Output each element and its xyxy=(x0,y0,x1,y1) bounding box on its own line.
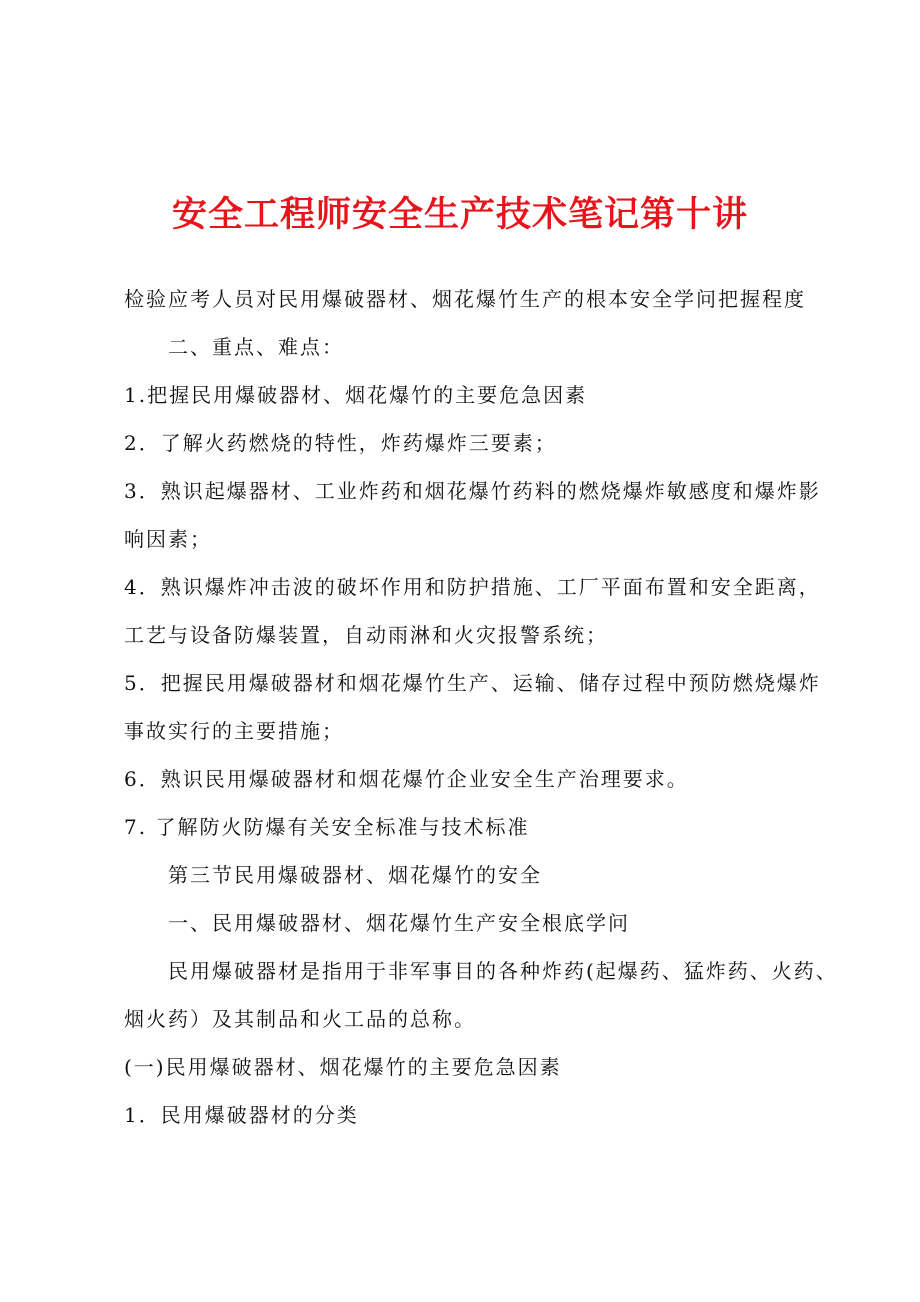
text-line-item-1: 1.把握民用爆破器材、烟花爆竹的主要危急因素 xyxy=(124,383,588,407)
text-line-item-4: 4．熟识爆炸冲击波的破坏作用和防护措施、工厂平面布置和安全距离， xyxy=(124,575,821,599)
text-line-heading-key-points: 二、重点、难点： xyxy=(168,335,344,359)
text-line-subsection-1: 一、民用爆破器材、烟花爆竹生产安全根底学问 xyxy=(168,911,630,935)
text-line-item-2: 2．了解火药燃烧的特性，炸药爆炸三要素； xyxy=(124,431,557,455)
text-line-item-3: 3．熟识起爆器材、工业炸药和烟花爆竹药料的燃烧爆炸敏感度和爆炸影 xyxy=(124,479,821,503)
text-line-definition: 民用爆破器材是指用于非军事目的各种炸药(起爆药、猛炸药、火药、 xyxy=(168,959,838,983)
document-title: 安全工程师安全生产技术笔记第十讲 xyxy=(171,194,748,235)
text-line-item-5-cont: 事故实行的主要措施； xyxy=(124,719,344,743)
text-line-item-5: 5．把握民用爆破器材和烟花爆竹生产、运输、储存过程中预防燃烧爆炸 xyxy=(124,671,821,695)
text-line-section-3: 第三节民用爆破器材、烟花爆竹的安全 xyxy=(168,863,542,887)
text-line-item-7: 7. 了解防火防爆有关安全标准与技术标准 xyxy=(124,815,530,839)
text-line-part-1: (一)民用爆破器材、烟花爆竹的主要危急因素 xyxy=(124,1055,562,1079)
text-line-item-6: 6．熟识民用爆破器材和烟花爆竹企业安全生产治理要求。 xyxy=(124,767,689,791)
text-line-intro: 检验应考人员对民用爆破器材、烟花爆竹生产的根本安全学问把握程度 xyxy=(124,287,806,311)
text-line-definition-cont: 烟火药）及其制品和火工品的总称。 xyxy=(124,1007,476,1031)
text-line-item-3-cont: 响因素； xyxy=(124,527,212,551)
text-line-classification: 1．民用爆破器材的分类 xyxy=(124,1103,359,1127)
text-line-item-4-cont: 工艺与设备防爆装置，自动雨淋和火灾报警系统； xyxy=(124,623,608,647)
